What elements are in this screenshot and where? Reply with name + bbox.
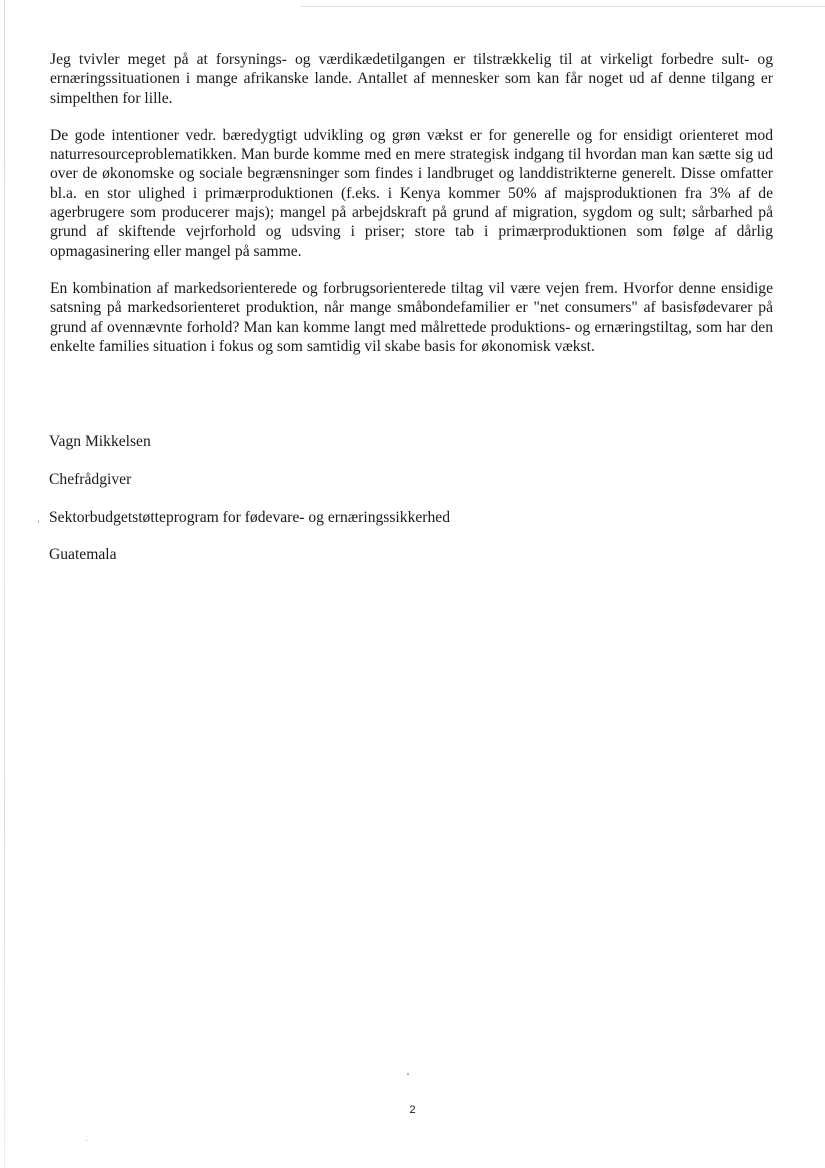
scan-speck <box>86 1140 87 1141</box>
scan-edge-left <box>4 0 5 1168</box>
scan-speck <box>407 1073 409 1075</box>
signature-location: Guatemala <box>49 546 117 564</box>
scan-edge-top <box>300 6 825 7</box>
page-number: 2 <box>409 1104 416 1116</box>
paragraph-supply-chain: Jeg tvivler meget på at forsynings- og værdikædetilgangen er tilstrækkelig til at virkeligt forbedre sult- og ernæringssituationen i mange afrikanske lande. Antallet af mennesker som kan får noget ud af denne tilgang er simpelthen for lille. <box>50 51 773 107</box>
paragraph-sustainable-development: De gode intentioner vedr. bæredygtigt udvikling og grøn vækst er for generelle og for ensidigt orienteret mod naturresourceproblematikken. Man burde komme med en mere strategisk indgang til hvordan man kan sætte sig ud over de økonomske og sociale begrænsninger som findes i landbruget og landdistrikterne generelt. Disse omfatter bl.a. en stor ulighed i primærproduktionen (f.eks. i Kenya kommer 50% af majsproduktionen fra 3% af de agerbrugere som producerer majs); mangel på arbejdskraft på grund af migration, sygdom og sult; sårbarhed på grund af skiftende vejrforhold og udsving i priser; store tab i primærproduktionen som følge af dårlig opmagasinering eller mangel på samme. <box>50 126 773 260</box>
body-text <box>50 50 773 374</box>
paragraph-combination: En kombination af markedsorienterede og forbrugsorienterede tiltag vil være vejen frem. Hvorfor denne ensidige satsning på markedsorienteret produktion, når mange småbondefamilier er "net consumers" af basisfødevarer på grund af ovennævnte forhold? Man kan komme langt med målrettede produktions- og ernæringstiltag, som har den enkelte families situation i fokus og som samtidig vil skabe basis for økonomisk vækst. <box>50 279 773 355</box>
signature-program: Sektorbudgetstøtteprogram for fødevare- og ernæringssikkerhed <box>49 508 450 526</box>
signature-block <box>49 432 749 583</box>
signature-name: Vagn Mikkelsen <box>49 433 151 450</box>
scan-speck <box>38 520 39 523</box>
signature-title: Chefrådgiver <box>49 470 132 488</box>
